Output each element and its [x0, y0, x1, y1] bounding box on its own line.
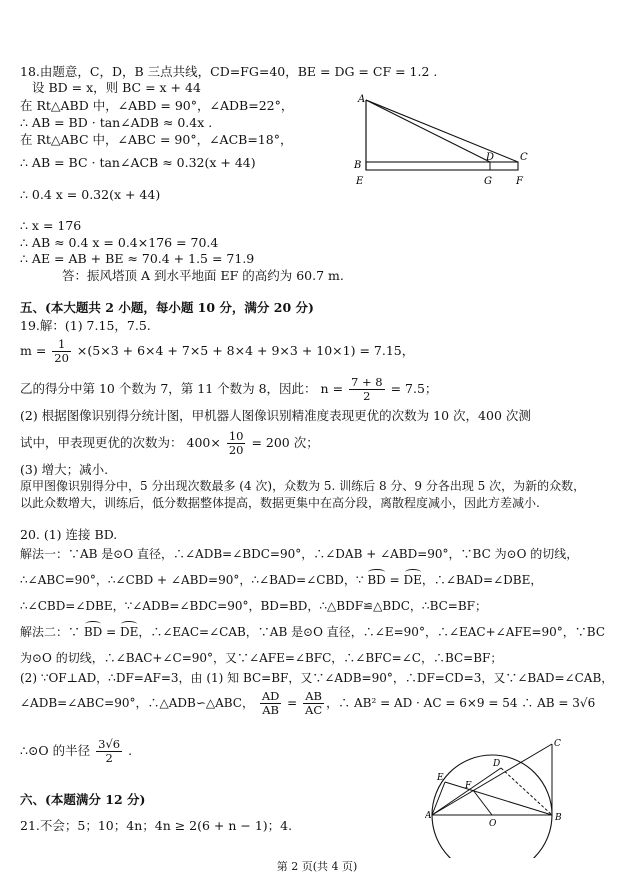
- label-E: E: [437, 773, 444, 783]
- label-A: A: [425, 811, 432, 821]
- label-D: D: [486, 152, 495, 163]
- q19-line-6: (3) 增大；减小.: [20, 462, 109, 477]
- label-C: C: [520, 152, 528, 163]
- q20-line-4: ∴∠CBD=∠DBE，∵∠ADB=∠BDC=90°，BD=BD，∴△BDF≌△BDC，∴BC=BF；: [20, 599, 487, 613]
- page-footer: 第 2 页(共 4 页): [276, 860, 358, 873]
- q20-line-7: (2) ∵OF⊥AD，∴DF=AF=3，由 (1) 知 BC=BF，又∵∠ADB=90°，∴DF=CD=3，又∵∠BAD=∠CAB，: [20, 671, 614, 685]
- q20-line-1: 20. (1) 连接 BD.: [20, 527, 118, 542]
- circle-diagram: [425, 738, 580, 858]
- label-B: B: [555, 813, 562, 823]
- q20-radius-line: ∴⊙O 的半径 $\frac{3√6}{2}$ .: [20, 737, 133, 765]
- label-F: F: [516, 176, 523, 187]
- q19-line-1: 19.解：(1) 7.15，7.5.: [20, 318, 151, 333]
- q19-line-8: 以此众数增大，训练后，低分数据整体提高，数据更集中在高分段，离散程度减小，因此方差减小.: [20, 496, 540, 510]
- q20-line-6: 为⊙O 的切线，∴∠BAC+∠C=90°，又∵∠AFE=∠BFC，∴∠BFC=∠C，∴BC=BF；: [20, 651, 503, 665]
- q20-line-3: ∴∠ABC=90°，∴∠CBD + ∠ABD=90°，∴∠BAD=∠CBD，∵ BD = DE，∴∠BAD=∠DBE，: [20, 573, 543, 587]
- label-F: F: [465, 781, 472, 791]
- q18-line-6: ∴ AB = BC · tan∠ACB ≈ 0.32(x + 44): [20, 155, 256, 170]
- q20-line-8: ∠ADB=∠ABC=90°，∴△ADB∽△ABC， $\frac{AD}{AB}$ = $\frac{AB}{AC}$ ，∴ AB² = AD · AC = 6×9 = 54 ∴ AB = 3√6: [20, 689, 596, 717]
- label-G: G: [484, 176, 492, 187]
- label-D: D: [493, 759, 501, 769]
- section-5-heading: 五、(本大题共 2 小题，每小题 10 分，满分 20 分): [20, 300, 314, 315]
- q18-line-3: 在 Rt△ABD 中，∠ABD = 90°，∠ADB=22°，: [20, 98, 294, 113]
- label-O: O: [489, 819, 497, 829]
- q18-line-9: ∴ AB ≈ 0.4 x = 0.4×176 = 70.4: [20, 235, 219, 250]
- q20-line-2: 解法一：∵AB 是⊙O 直径，∴∠ADB=∠BDC=90°，∴∠DAB + ∠ABD=90°，∵BC 为⊙O 的切线，: [20, 547, 579, 561]
- q19-mean-formula: m = $\frac{1}{20}$ ×(5×3 + 6×4 + 7×5 + 8×4 + 9×3 + 10×1) = 7.15，: [20, 337, 415, 365]
- q19-line-7: 原甲图像识别得分中，5 分出现次数最多 (4 次)，众数为 5. 训练后 8 分、9 分各出现 5 次，为新的众数，: [20, 479, 586, 493]
- q19-line-5: 试中，甲表现更优的次数为： 400× $\frac{10}{20}$ = 200 次；: [20, 429, 319, 457]
- label-E: E: [356, 176, 364, 187]
- label-B: B: [354, 160, 362, 171]
- label-A: A: [358, 94, 366, 105]
- q19-line-4: (2) 根据图像识别得分统计图，甲机器人图像识别精准度表现更优的次数为 10 次，400 次测: [20, 408, 531, 423]
- q21-answer: 21.不会；5；10；4n；4n ≥ 2(6 + n − 1)；4.: [20, 818, 293, 833]
- q18-line-2: 设 BD = x，则 BC = x + 44: [32, 80, 201, 95]
- q19-median-line: 乙的得分中第 10 个数为 7，第 11 个数为 8，因此： n = $\frac{7 + 8}{2}$ = 7.5；: [20, 375, 438, 403]
- q18-line-1: 18.由题意，C，D，B 三点共线，CD=FG=40，BE = DG = CF = 1.2 .: [20, 64, 438, 79]
- q18-answer: 答：振风塔顶 A 到水平地面 EF 的高约为 60.7 m.: [62, 268, 344, 283]
- label-C: C: [554, 739, 561, 749]
- q18-line-7: ∴ 0.4 x = 0.32(x + 44): [20, 187, 161, 202]
- q18-line-4: ∴ AB = BD · tan∠ADB ≈ 0.4x .: [20, 115, 213, 130]
- q18-line-5: 在 Rt△ABC 中，∠ABC = 90°，∠ACB=18°，: [20, 132, 293, 147]
- q18-line-8: ∴ x = 176: [20, 218, 82, 233]
- q20-line-5: 解法二：∵ BD = DE，∴∠EAC=∠CAB，∵AB 是⊙O 直径，∴∠E=90°，∴∠EAC+∠AFE=90°，∵BC: [20, 625, 606, 639]
- q18-line-10: ∴ AE = AB + BE ≈ 70.4 + 1.5 = 71.9: [20, 251, 255, 266]
- section-6-heading: 六、(本题满分 12 分): [20, 792, 146, 807]
- tower-diagram: [348, 90, 538, 190]
